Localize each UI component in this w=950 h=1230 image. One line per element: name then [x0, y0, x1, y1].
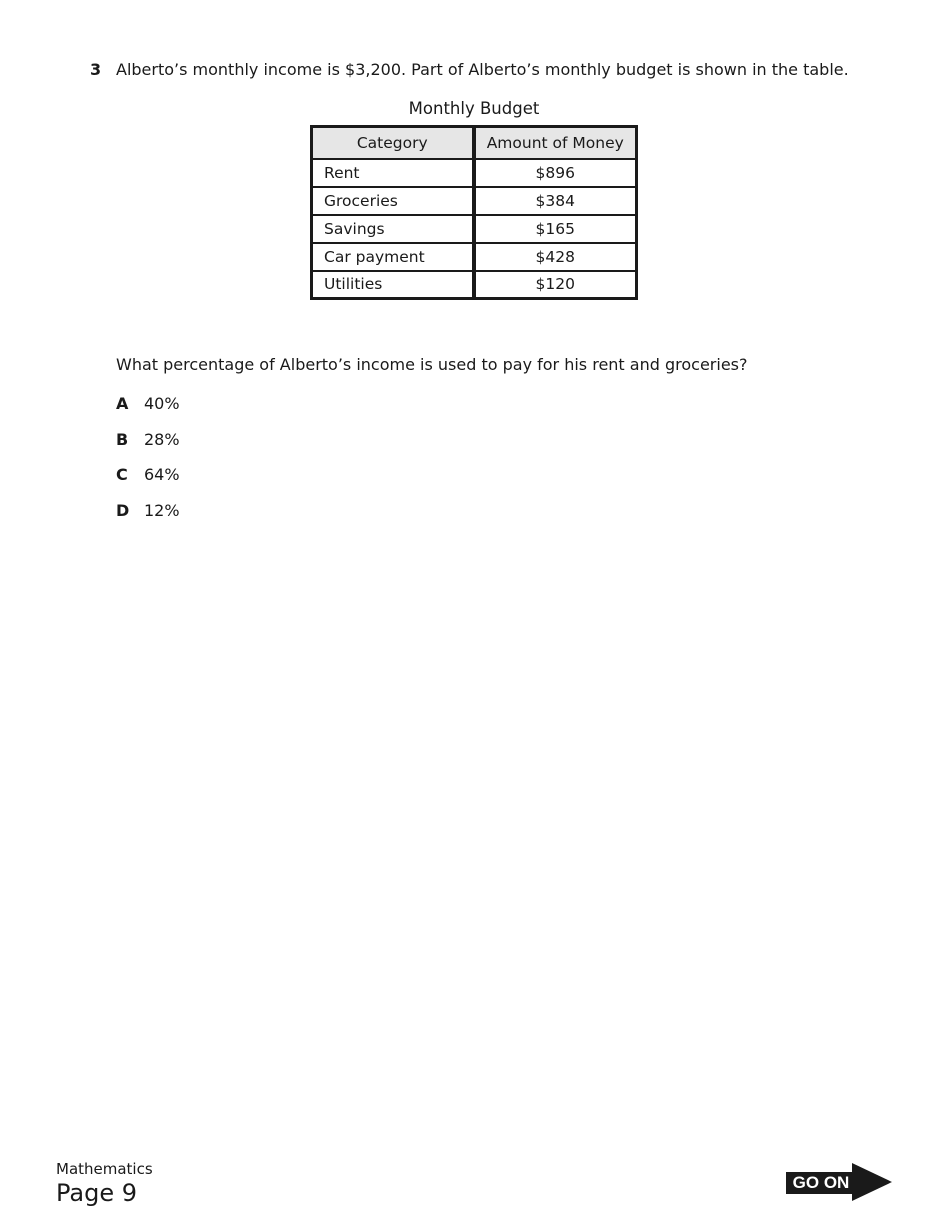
header-category: Category [312, 127, 474, 159]
table-title: Monthly Budget [408, 99, 540, 118]
go-on-indicator [786, 1163, 892, 1201]
choice-letter: B [116, 429, 129, 449]
question-number: 3 [90, 60, 102, 79]
choice-c[interactable] [116, 465, 180, 501]
row-amount: $120 [474, 271, 637, 299]
table-header-row [312, 127, 637, 159]
table-row [312, 243, 637, 271]
row-category: Savings [312, 215, 474, 243]
row-category: Groceries [312, 187, 474, 215]
choice-text: 28% [144, 429, 180, 449]
go-on-label: GO ON [786, 1172, 856, 1194]
budget-table [310, 125, 638, 300]
right-arrow-icon [852, 1163, 892, 1201]
choice-text: 12% [144, 500, 180, 520]
row-category: Car payment [312, 243, 474, 271]
table-row [312, 187, 637, 215]
footer-page-number: Page 9 [56, 1179, 137, 1207]
question-prompt: What percentage of Alberto’s income is used to pay for his rent and groceries? [116, 355, 748, 374]
answer-choices [116, 394, 180, 536]
question-stem: Alberto’s monthly income is $3,200. Part of Alberto’s monthly budget is shown in the table. [116, 60, 849, 79]
footer-subject: Mathematics [56, 1160, 153, 1178]
header-amount: Amount of Money [474, 127, 637, 159]
choice-letter: D [116, 500, 130, 520]
row-amount: $165 [474, 215, 637, 243]
choice-letter: A [116, 394, 129, 413]
choice-d[interactable] [116, 501, 180, 537]
choice-text: 64% [144, 465, 180, 484]
row-amount: $428 [474, 243, 637, 271]
table-row [312, 271, 637, 299]
row-category: Utilities [312, 271, 474, 299]
choice-letter: C [116, 465, 128, 484]
table-row [312, 215, 637, 243]
table-row [312, 159, 637, 187]
choice-text: 40% [144, 394, 180, 413]
row-category: Rent [312, 159, 474, 187]
choice-b[interactable] [116, 430, 180, 466]
choice-a[interactable] [116, 394, 180, 430]
row-amount: $896 [474, 159, 637, 187]
row-amount: $384 [474, 187, 637, 215]
